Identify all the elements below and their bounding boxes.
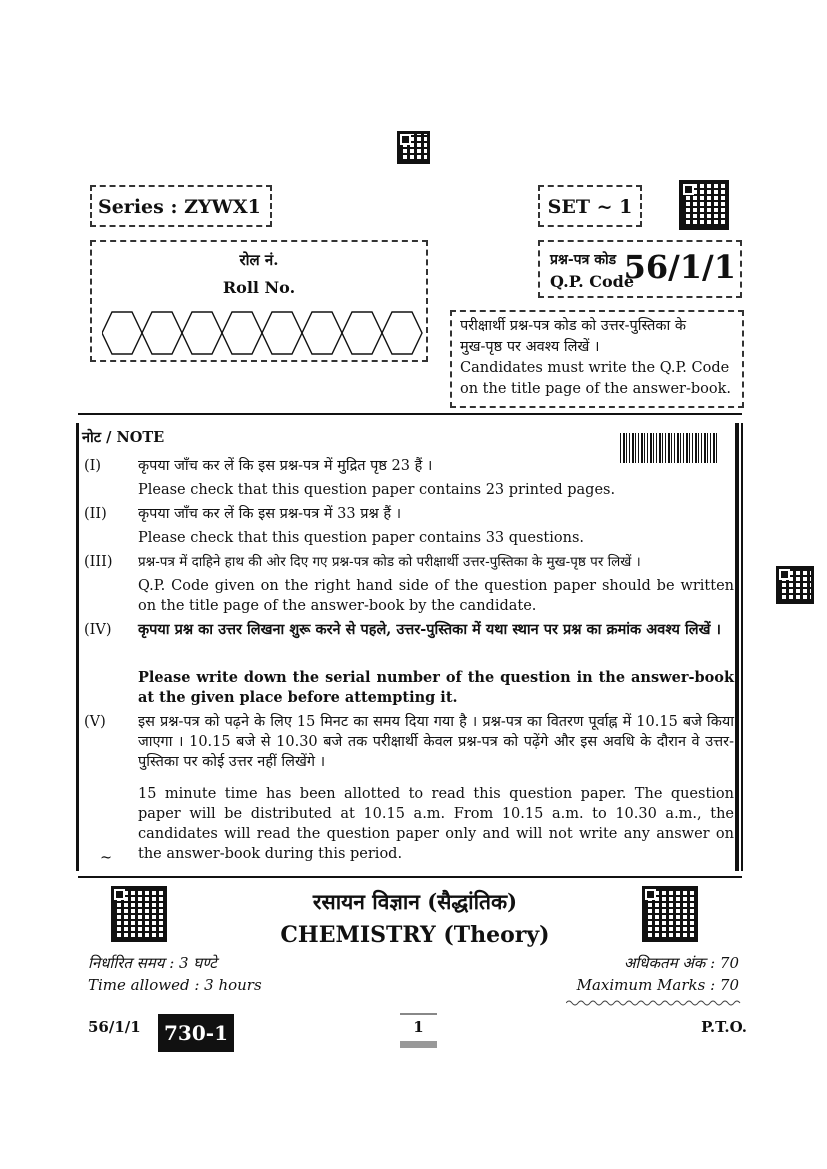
instruction-hindi-line-2: मुख-पृष्ठ पर अवश्य लिखें । [460,339,600,355]
note-left-border [76,423,79,871]
series-label: Series : ZYWX1 [98,196,261,218]
roll-number-hexagon-cells[interactable] [102,310,424,356]
divider-top [78,413,742,415]
note-item-hindi: कृपया जाँच कर लें कि इस प्रश्न-पत्र में मुद्रित पृष्ठ 23 हैं । [138,458,433,474]
time-allowed-english: Time allowed : 3 hours [88,976,262,994]
instruction-english-line-1: Candidates must write the Q.P. Code [460,360,730,376]
note-item-english: Please check that this question paper contains 23 printed pages. [138,482,616,498]
subject-title-hindi: रसायन विज्ञान (सैद्धांतिक) [312,889,518,914]
maximum-marks-english: Maximum Marks : 70 [576,976,739,994]
qr-code-datamatrix [679,180,729,230]
roll-label-hindi: रोल नं. [239,251,279,269]
note-item-hindi: कृपया प्रश्न का उत्तर लिखना शुरू करने से पहले, उत्तर-पुस्तिका में यथा स्थान पर प्रश्न का क्रमांक अवश्य लिखें । [138,621,721,638]
roll-number-box [90,240,428,362]
qp-code-instruction-box [450,310,744,408]
subject-title-english: CHEMISTRY (Theory) [280,922,550,948]
note-item-number: (II) [84,506,107,522]
page-number-bar [400,1041,437,1048]
note-item-hindi: इस प्रश्न-पत्र को पढ़ने के लिए 15 मिनट का समय दिया गया है । प्रश्न-पत्र का वितरण पूर्वाह्न में 10.15 बजे किया जाएगा । 10.15 बजे से 10.30 बजे तक परीक्षार्थी केवल प्रश्न-पत्र को पढ़ेंगे और इस अवधि के दौरान वे उत्तर-पुस्तिका पर कोई उत्तर नहीं लिखेंगे । [138,714,734,770]
note-item-hindi: कृपया जाँच कर लें कि इस प्रश्न-पत्र में 33 प्रश्न हैं । [138,506,402,522]
note-item-english: Please write down the serial number of the question in the answer-book at the given place before attempting it. [138,669,734,706]
qr-code-bottom-right [642,886,698,942]
note-item-number: (III) [84,554,113,570]
note-item-number: (I) [84,458,102,474]
qp-code-label-hindi: प्रश्न-पत्र कोड [550,252,617,268]
pto-label: P.T.O. [701,1018,747,1036]
page-number-line-top [400,1013,437,1015]
note-heading: नोट / NOTE [82,429,165,446]
note-item-english: 15 minute time has been allotted to read this question paper. The question paper will be distributed at 10.15 a.m. From 10.15 a.m. to 10.30 a.m., the candidates will read the question paper only and will not write any answer on the answer-book during this period. [138,786,734,862]
set-label: SET ~ 1 [547,196,633,218]
qr-code-side [776,566,814,604]
instruction-hindi-line-1: परीक्षार्थी प्रश्न-पत्र कोड को उत्तर-पुस्तिका के [460,318,687,334]
qp-code-value: 56/1/1 [623,248,736,286]
note-item-number: (V) [84,714,106,730]
note-right-border [735,423,739,871]
note-item-english: Q.P. Code given on the right hand side of the question paper should be written on the title page of the answer-book by the candidate. [138,578,734,614]
note-right-border-outer [741,423,743,871]
time-allowed-hindi: निर्धारित समय : 3 घण्टे [88,954,217,972]
qr-code-bottom-left [111,886,167,942]
note-item-hindi: प्रश्न-पत्र में दाहिने हाथ की ओर दिए गए प्रश्न-पत्र कोड को परीक्षार्थी उत्तर-पुस्तिका के मुख-पृष्ठ पर लिखें । [138,554,641,570]
qp-code-box [538,240,742,298]
qp-code-label-english: Q.P. Code [550,272,635,291]
tilde-mark: ~ [100,850,113,866]
set-box [538,185,642,227]
wavy-underline [566,999,741,1007]
qr-code-top [397,131,430,164]
note-item-english: Please check that this question paper contains 33 questions. [138,530,584,546]
footer-qp-code: 56/1/1 [88,1018,141,1036]
footer-code-box: 730-1 [158,1014,234,1052]
instruction-english-line-2: on the title page of the answer-book. [460,381,731,397]
page-number: 1 [413,1018,424,1036]
divider-bottom [78,876,742,878]
series-box [90,185,272,227]
barcode [620,433,717,463]
note-item-number: (IV) [84,622,112,638]
maximum-marks-hindi: अधिकतम अंक : 70 [623,954,739,972]
roll-label-english: Roll No. [222,278,296,297]
